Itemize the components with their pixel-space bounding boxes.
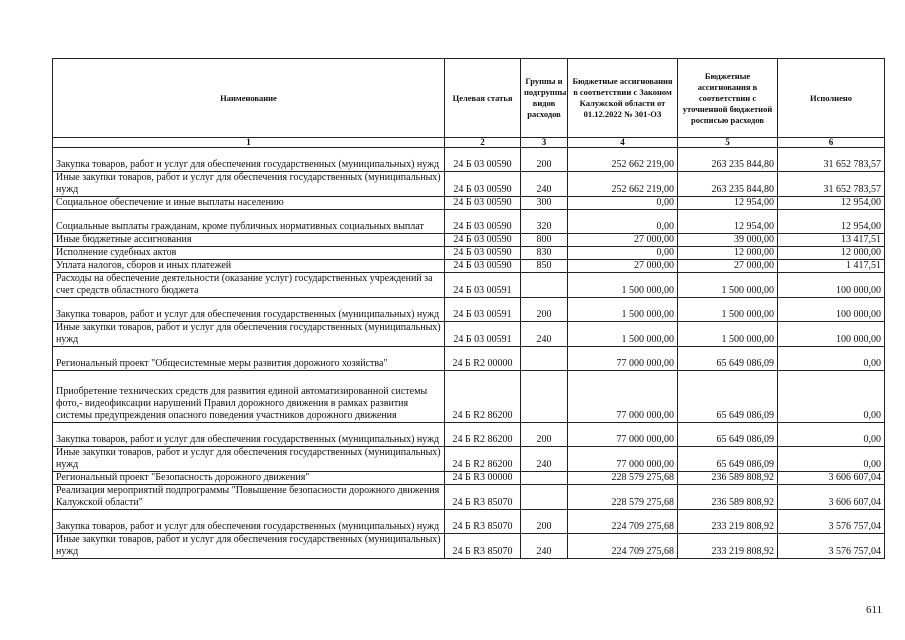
row-expense-group [521, 273, 568, 298]
row-expense-group: 800 [521, 234, 568, 247]
row-target-article: 24 Б R2 86200 [445, 423, 521, 447]
table-row [53, 148, 885, 172]
header-target-article: Целевая статья [445, 59, 521, 138]
row-expense-group [521, 472, 568, 485]
row-executed: 100 000,00 [778, 273, 885, 298]
row-expense-group [521, 485, 568, 510]
row-name: Закупка товаров, работ и услуг для обеспечения государственных (муниципальных) нужд [53, 298, 445, 322]
row-name: Иные закупки товаров, работ и услуг для обеспечения государственных (муниципальных) нужд [53, 322, 445, 347]
column-number: 1 [53, 138, 445, 148]
row-executed: 0,00 [778, 347, 885, 371]
row-law-allocation: 224 709 275,68 [568, 534, 678, 559]
row-expense-group: 300 [521, 197, 568, 210]
row-revised-allocation: 1 500 000,00 [678, 273, 778, 298]
table-row [53, 234, 885, 247]
row-expense-group [521, 347, 568, 371]
row-target-article: 24 Б R2 00000 [445, 347, 521, 371]
row-law-allocation: 0,00 [568, 197, 678, 210]
row-revised-allocation: 236 589 808,92 [678, 472, 778, 485]
row-executed: 31 652 783,57 [778, 172, 885, 197]
row-executed: 12 954,00 [778, 197, 885, 210]
row-executed: 0,00 [778, 371, 885, 423]
row-name: Иные закупки товаров, работ и услуг для обеспечения государственных (муниципальных) нужд [53, 534, 445, 559]
header-law-allocation: Бюджетные ассигнования в соответствии с Законом Калужской области от 01.12.2022 № 301-ОЗ [568, 59, 678, 138]
row-target-article: 24 Б 03 00590 [445, 172, 521, 197]
row-target-article: 24 Б R3 00000 [445, 472, 521, 485]
row-revised-allocation: 12 954,00 [678, 210, 778, 234]
row-expense-group: 240 [521, 447, 568, 472]
column-number-row [53, 138, 885, 148]
row-expense-group: 850 [521, 260, 568, 273]
row-revised-allocation: 65 649 086,09 [678, 371, 778, 423]
row-executed: 13 417,51 [778, 234, 885, 247]
row-target-article: 24 Б R3 85070 [445, 485, 521, 510]
table-row [53, 273, 885, 298]
row-name: Иные закупки товаров, работ и услуг для обеспечения государственных (муниципальных) нужд [53, 172, 445, 197]
row-target-article: 24 Б 03 00591 [445, 322, 521, 347]
row-revised-allocation: 12 000,00 [678, 247, 778, 260]
header-executed: Исполнено [778, 59, 885, 138]
table-row [53, 485, 885, 510]
row-name: Расходы на обеспечение деятельности (оказание услуг) государственных учреждений за счет средств областного бюджета [53, 273, 445, 298]
budget-table [52, 58, 885, 559]
row-target-article: 24 Б R3 85070 [445, 510, 521, 534]
row-name: Исполнение судебных актов [53, 247, 445, 260]
row-name: Региональный проект "Безопасность дорожного движения" [53, 472, 445, 485]
table-row [53, 510, 885, 534]
row-expense-group: 200 [521, 423, 568, 447]
column-number: 2 [445, 138, 521, 148]
row-law-allocation: 27 000,00 [568, 260, 678, 273]
table-row [53, 298, 885, 322]
row-expense-group: 200 [521, 510, 568, 534]
column-number: 3 [521, 138, 568, 148]
row-name: Реализация мероприятий подпрограммы "Повышение безопасности дорожного движения Калужской области" [53, 485, 445, 510]
table-row [53, 534, 885, 559]
row-executed: 3 576 757,04 [778, 510, 885, 534]
row-executed: 3 576 757,04 [778, 534, 885, 559]
table-row [53, 260, 885, 273]
row-revised-allocation: 1 500 000,00 [678, 298, 778, 322]
row-executed: 0,00 [778, 423, 885, 447]
table-row [53, 322, 885, 347]
row-revised-allocation: 263 235 844,80 [678, 148, 778, 172]
row-target-article: 24 Б 03 00590 [445, 260, 521, 273]
row-name: Закупка товаров, работ и услуг для обеспечения государственных (муниципальных) нужд [53, 423, 445, 447]
row-name: Социальные выплаты гражданам, кроме публичных нормативных социальных выплат [53, 210, 445, 234]
table-row [53, 210, 885, 234]
row-target-article: 24 Б 03 00590 [445, 247, 521, 260]
row-target-article: 24 Б 03 00590 [445, 234, 521, 247]
row-law-allocation: 77 000 000,00 [568, 423, 678, 447]
row-revised-allocation: 65 649 086,09 [678, 347, 778, 371]
table-row [53, 447, 885, 472]
row-revised-allocation: 65 649 086,09 [678, 423, 778, 447]
row-target-article: 24 Б 03 00590 [445, 148, 521, 172]
row-name: Иные закупки товаров, работ и услуг для обеспечения государственных (муниципальных) нужд [53, 447, 445, 472]
row-revised-allocation: 236 589 808,92 [678, 485, 778, 510]
row-target-article: 24 Б 03 00590 [445, 197, 521, 210]
row-name: Закупка товаров, работ и услуг для обеспечения государственных (муниципальных) нужд [53, 510, 445, 534]
row-executed: 100 000,00 [778, 298, 885, 322]
row-expense-group: 200 [521, 148, 568, 172]
row-name: Социальное обеспечение и иные выплаты населению [53, 197, 445, 210]
row-expense-group: 200 [521, 298, 568, 322]
row-revised-allocation: 263 235 844,80 [678, 172, 778, 197]
row-executed: 0,00 [778, 447, 885, 472]
table-row [53, 347, 885, 371]
table-row [53, 172, 885, 197]
row-executed: 12 000,00 [778, 247, 885, 260]
row-law-allocation: 224 709 275,68 [568, 510, 678, 534]
row-target-article: 24 Б 03 00591 [445, 298, 521, 322]
row-executed: 3 606 607,04 [778, 472, 885, 485]
row-law-allocation: 1 500 000,00 [568, 298, 678, 322]
row-revised-allocation: 39 000,00 [678, 234, 778, 247]
row-expense-group [521, 371, 568, 423]
header-name: Наименование [53, 59, 445, 138]
row-name: Закупка товаров, работ и услуг для обеспечения государственных (муниципальных) нужд [53, 148, 445, 172]
row-law-allocation: 27 000,00 [568, 234, 678, 247]
row-law-allocation: 228 579 275,68 [568, 485, 678, 510]
row-expense-group: 830 [521, 247, 568, 260]
column-number: 4 [568, 138, 678, 148]
page-number: 611 [866, 604, 883, 616]
row-name: Региональный проект "Общесистемные меры развития дорожного хозяйства" [53, 347, 445, 371]
row-executed: 31 652 783,57 [778, 148, 885, 172]
row-law-allocation: 1 500 000,00 [568, 273, 678, 298]
row-target-article: 24 Б 03 00590 [445, 210, 521, 234]
row-target-article: 24 Б 03 00591 [445, 273, 521, 298]
header-revised-allocation: Бюджетные ассигнования в соответствии с уточненной бюджетной росписью расходов [678, 59, 778, 138]
row-executed: 100 000,00 [778, 322, 885, 347]
row-law-allocation: 1 500 000,00 [568, 322, 678, 347]
row-law-allocation: 252 662 219,00 [568, 148, 678, 172]
row-executed: 3 606 607,04 [778, 485, 885, 510]
row-law-allocation: 252 662 219,00 [568, 172, 678, 197]
table-row [53, 423, 885, 447]
row-revised-allocation: 12 954,00 [678, 197, 778, 210]
table-row [53, 472, 885, 485]
row-law-allocation: 77 000 000,00 [568, 371, 678, 423]
row-name: Уплата налогов, сборов и иных платежей [53, 260, 445, 273]
row-law-allocation: 77 000 000,00 [568, 347, 678, 371]
table-row [53, 197, 885, 210]
table-row [53, 371, 885, 423]
row-revised-allocation: 27 000,00 [678, 260, 778, 273]
row-target-article: 24 Б R2 86200 [445, 371, 521, 423]
row-law-allocation: 77 000 000,00 [568, 447, 678, 472]
row-revised-allocation: 233 219 808,92 [678, 510, 778, 534]
row-expense-group: 320 [521, 210, 568, 234]
header-expense-group: Группы и подгруппы видов расходов [521, 59, 568, 138]
row-revised-allocation: 233 219 808,92 [678, 534, 778, 559]
row-name: Иные бюджетные ассигнования [53, 234, 445, 247]
row-executed: 12 954,00 [778, 210, 885, 234]
row-executed: 1 417,51 [778, 260, 885, 273]
row-target-article: 24 Б R2 86200 [445, 447, 521, 472]
row-law-allocation: 0,00 [568, 210, 678, 234]
column-number: 6 [778, 138, 885, 148]
row-expense-group: 240 [521, 172, 568, 197]
row-expense-group: 240 [521, 322, 568, 347]
row-target-article: 24 Б R3 85070 [445, 534, 521, 559]
table-header-row [53, 59, 885, 138]
row-expense-group: 240 [521, 534, 568, 559]
row-law-allocation: 0,00 [568, 247, 678, 260]
row-revised-allocation: 1 500 000,00 [678, 322, 778, 347]
row-law-allocation: 228 579 275,68 [568, 472, 678, 485]
table-row [53, 247, 885, 260]
column-number: 5 [678, 138, 778, 148]
row-name: Приобретение технических средств для развития единой автоматизированной системы фото,- видеофиксации нарушений Правил дорожного движения в рамках развития системы предупреждения опасного поведения участников дорожного движения [53, 371, 445, 423]
row-revised-allocation: 65 649 086,09 [678, 447, 778, 472]
